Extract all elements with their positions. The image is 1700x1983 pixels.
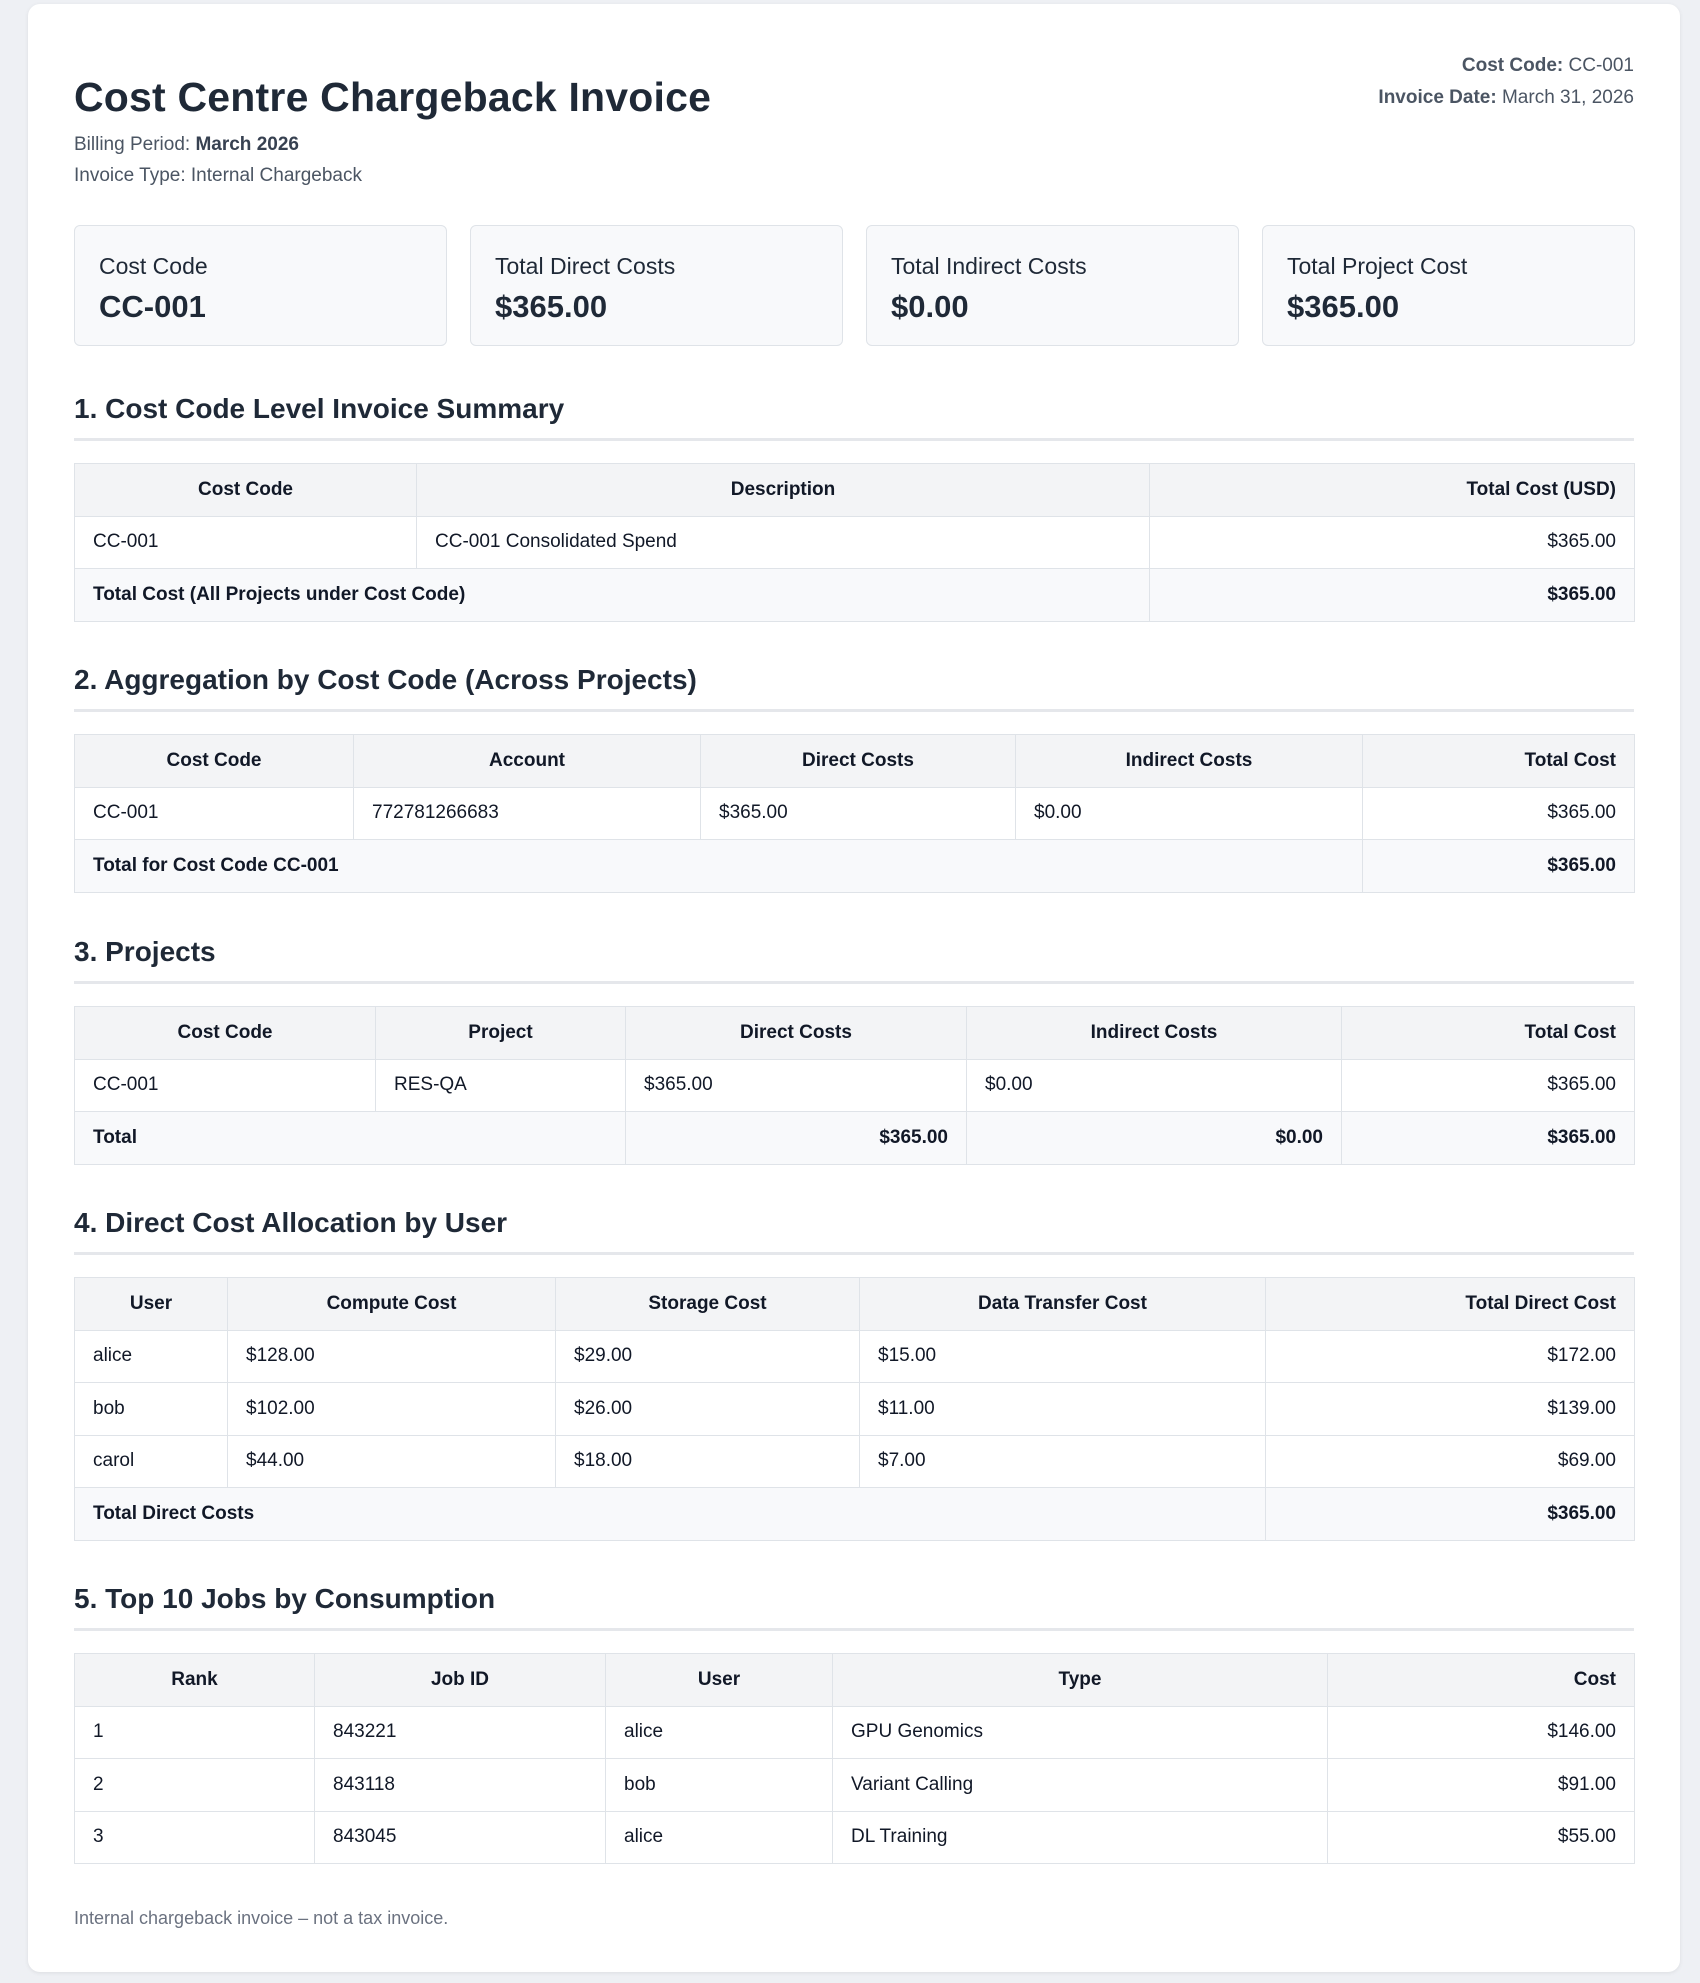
table-cell: 772781266683 (354, 787, 701, 840)
column-header: Type (833, 1654, 1328, 1707)
meta-cost-code-label: Cost Code: (1461, 55, 1564, 76)
table-cell: $26.00 (556, 1383, 860, 1436)
table-cell: $7.00 (860, 1435, 1266, 1488)
table-cell: $29.00 (556, 1330, 860, 1383)
section-projects (74, 936, 1634, 1165)
table-cell: $15.00 (860, 1330, 1266, 1383)
total-value: $365.00 (1342, 1112, 1635, 1165)
column-header: Project (376, 1007, 626, 1060)
table-cell: $365.00 (1342, 1059, 1635, 1112)
table-cell: $139.00 (1266, 1383, 1635, 1436)
table-header-row (75, 1007, 1635, 1060)
table-cell: $55.00 (1328, 1811, 1635, 1864)
table-cell: $365.00 (626, 1059, 967, 1112)
total-row (75, 1112, 1635, 1165)
card-value: $0.00 (891, 289, 969, 324)
table-row (75, 1811, 1635, 1864)
meta-invoice-date-label: Invoice Date: (1378, 87, 1497, 108)
table-cell: bob (606, 1759, 833, 1812)
column-header: Total Cost (1342, 1007, 1635, 1060)
total-label: Total (75, 1112, 626, 1165)
user-allocation-table (74, 1277, 1635, 1541)
column-header: Indirect Costs (967, 1007, 1342, 1060)
table-cell: CC-001 (75, 787, 354, 840)
invoice-type-label: Invoice Type: (74, 165, 186, 186)
column-header: Total Cost (1363, 735, 1635, 788)
card-total-indirect (866, 225, 1239, 346)
column-header: Compute Cost (228, 1278, 556, 1331)
invoice-type (74, 165, 362, 187)
total-row (75, 840, 1635, 893)
table-cell: $91.00 (1328, 1759, 1635, 1812)
section-title: 1. Cost Code Level Invoice Summary (74, 393, 1634, 441)
table-cell: $365.00 (1363, 787, 1635, 840)
table-cell: $18.00 (556, 1435, 860, 1488)
section-title: 5. Top 10 Jobs by Consumption (74, 1583, 1634, 1631)
page-title: Cost Centre Chargeback Invoice (74, 74, 712, 120)
card-value: $365.00 (1287, 289, 1400, 324)
table-cell: 843118 (315, 1759, 606, 1812)
table-cell: $0.00 (1016, 787, 1363, 840)
table-row (75, 1059, 1635, 1112)
column-header: Total Cost (USD) (1150, 464, 1635, 517)
total-row (75, 569, 1635, 622)
total-label: Total for Cost Code CC-001 (75, 840, 1363, 893)
table-cell: CC-001 Consolidated Spend (417, 516, 1150, 569)
table-cell: RES-QA (376, 1059, 626, 1112)
column-header: Job ID (315, 1654, 606, 1707)
card-total-project (1262, 225, 1635, 346)
table-cell: Variant Calling (833, 1759, 1328, 1812)
card-total-direct (470, 225, 843, 346)
invoice-type-value: Internal Chargeback (190, 165, 362, 186)
section-title: 4. Direct Cost Allocation by User (74, 1207, 1634, 1255)
table-header-row (75, 1654, 1635, 1707)
billing-period-label: Billing Period: (74, 134, 191, 155)
table-cell: $365.00 (701, 787, 1016, 840)
table-header-row (75, 1278, 1635, 1331)
table-cell: 3 (75, 1811, 315, 1864)
meta-cost-code (1462, 55, 1634, 77)
table-cell: CC-001 (75, 1059, 376, 1112)
summary-cards (74, 225, 1634, 346)
column-header: Cost Code (75, 735, 354, 788)
section-invoice-summary (74, 393, 1634, 622)
total-value: $365.00 (1266, 1488, 1635, 1541)
table-cell: alice (75, 1330, 228, 1383)
section-user-allocation (74, 1207, 1634, 1541)
table-cell: 2 (75, 1759, 315, 1812)
invoice-page (28, 4, 1680, 1972)
column-header: Indirect Costs (1016, 735, 1363, 788)
card-value: CC-001 (99, 289, 206, 324)
column-header: User (606, 1654, 833, 1707)
table-cell: GPU Genomics (833, 1706, 1328, 1759)
card-value: $365.00 (495, 289, 608, 324)
column-header: Cost Code (75, 464, 417, 517)
table-cell: $365.00 (1150, 516, 1635, 569)
table-row (75, 1759, 1635, 1812)
table-row (75, 787, 1635, 840)
meta-invoice-date (1378, 87, 1634, 109)
footer-note: Internal chargeback invoice – not a tax invoice. (74, 1908, 449, 1928)
card-label: Total Project Cost (1287, 253, 1468, 279)
total-indirect: $0.00 (967, 1112, 1342, 1165)
table-cell: $128.00 (228, 1330, 556, 1383)
table-row (75, 1706, 1635, 1759)
total-value: $365.00 (1363, 840, 1635, 893)
total-value: $365.00 (1150, 569, 1635, 622)
section-title: 2. Aggregation by Cost Code (Across Projects) (74, 664, 1634, 712)
column-header: Storage Cost (556, 1278, 860, 1331)
column-header: Description (417, 464, 1150, 517)
total-row (75, 1488, 1635, 1541)
column-header: Cost Code (75, 1007, 376, 1060)
table-cell: 1 (75, 1706, 315, 1759)
card-label: Total Indirect Costs (891, 253, 1087, 279)
table-cell: $0.00 (967, 1059, 1342, 1112)
invoice-header (74, 4, 1634, 194)
table-row (75, 1383, 1635, 1436)
card-cost-code (74, 225, 447, 346)
table-header-row (75, 735, 1635, 788)
table-cell: $102.00 (228, 1383, 556, 1436)
table-row (75, 1435, 1635, 1488)
column-header: User (75, 1278, 228, 1331)
table-cell: bob (75, 1383, 228, 1436)
total-label: Total Cost (All Projects under Cost Code) (75, 569, 1150, 622)
aggregation-table (74, 734, 1635, 893)
table-cell: $11.00 (860, 1383, 1266, 1436)
column-header: Account (354, 735, 701, 788)
column-header: Rank (75, 1654, 315, 1707)
column-header: Direct Costs (626, 1007, 967, 1060)
table-cell: 843045 (315, 1811, 606, 1864)
meta-cost-code-value: CC-001 (1568, 55, 1634, 76)
table-row (75, 1330, 1635, 1383)
table-cell: alice (606, 1706, 833, 1759)
section-aggregation (74, 664, 1634, 893)
card-label: Total Direct Costs (495, 253, 676, 279)
invoice-summary-table (74, 463, 1635, 622)
table-cell: $69.00 (1266, 1435, 1635, 1488)
table-cell: CC-001 (75, 516, 417, 569)
column-header: Data Transfer Cost (860, 1278, 1266, 1331)
table-cell: alice (606, 1811, 833, 1864)
card-label: Cost Code (99, 253, 208, 279)
total-label: Total Direct Costs (75, 1488, 1266, 1541)
total-direct: $365.00 (626, 1112, 967, 1165)
top-jobs-table (74, 1653, 1635, 1864)
invoice-content (74, 4, 1634, 1928)
table-cell: $44.00 (228, 1435, 556, 1488)
table-cell: carol (75, 1435, 228, 1488)
projects-table (74, 1006, 1635, 1165)
section-top-jobs (74, 1583, 1634, 1864)
column-header: Direct Costs (701, 735, 1016, 788)
table-cell: $146.00 (1328, 1706, 1635, 1759)
table-header-row (75, 464, 1635, 517)
column-header: Total Direct Cost (1266, 1278, 1635, 1331)
billing-period (74, 134, 299, 156)
billing-period-value: March 2026 (195, 134, 299, 155)
section-title: 3. Projects (74, 936, 1634, 984)
table-cell: $172.00 (1266, 1330, 1635, 1383)
table-cell: DL Training (833, 1811, 1328, 1864)
column-header: Cost (1328, 1654, 1635, 1707)
meta-invoice-date-value: March 31, 2026 (1501, 87, 1634, 108)
table-cell: 843221 (315, 1706, 606, 1759)
table-row (75, 516, 1635, 569)
